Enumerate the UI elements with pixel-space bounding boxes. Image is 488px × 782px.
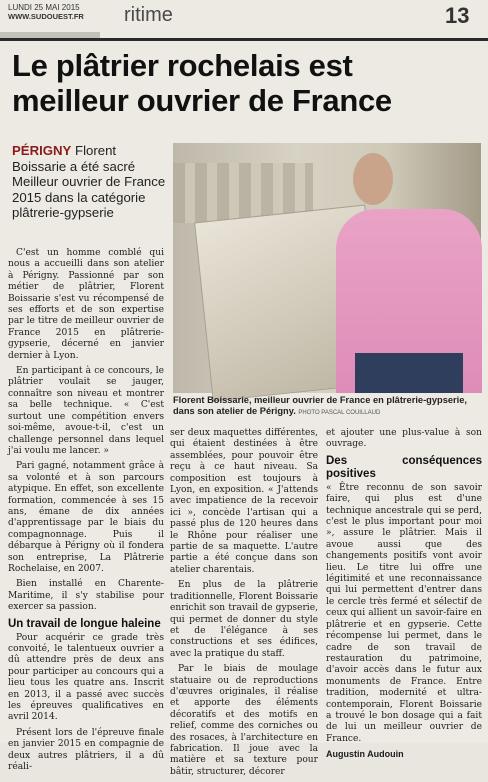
- issue-date: LUNDI 25 MAI 2015: [8, 3, 80, 12]
- photo-person-pants: [355, 353, 463, 393]
- body-paragraph: Pari gagné, notamment grâce à sa volonté et à son parcours atypique. En effet, son excellente formation, commencée à ses 15 ans, émane de dix années d'apprentissage par le biais du compagnonnage. Puis il débarque à Périgny où il fondera son entreprise, La Plâtrerie Rochelaise, en 2007.: [8, 461, 164, 574]
- body-paragraph: Par le biais de moulage statuaire ou de reproductions d'œuvres originales, il réalise et apporte des éléments décoratifs et des motifs en relief, comme des corniches ou des rosaces, à l'architecture en fabrication. Il joue avec la matière et sa texture pour bâtir, structurer, décorer: [170, 664, 318, 777]
- column-3: [326, 428, 482, 761]
- headline-line-1: Le plâtrier rochelais est: [12, 48, 353, 83]
- article-photo: [173, 143, 481, 393]
- body-paragraph: C'est un homme comblé qui nous a accueilli dans son atelier à Périgny. Passionné par son métier de plâtrier, Florent Boissarie s'est vu récompensé de ses efforts et de son expertise par le titre de meilleur ouvrier de France 2015 en plâtrerie-gypserie, décerné en janvier dernier à Lyon.: [8, 248, 164, 361]
- body-paragraph: Bien installé en Charente-Maritime, il s'y stabilise pour exercer sa passion.: [8, 579, 164, 613]
- lead-text: Florent Boissarie a été sacré Meilleur ouvrier de France 2015 dans la catégorie plâtrerie-gypserie: [12, 143, 166, 220]
- body-paragraph: « Être reconnu de son savoir faire, qui plus est d'une technique ancestrale qui se perd, c'est le plus important pour moi », assure le plâtrier. Mais il avoue aussi que des changements positifs vont avoir lieu. Le titre lui offre une légitimité et une reconnaissance qui lui permettent d'entrer dans le cercle très fermé et sélectif de ceux qui allient un savoir-faire en plâtrerie et en gypserie. Cette récompense lui permet, dans le cadre de son travail de restauration du patrimoine, d'avoir accès dans le futur aux monuments de France. Entre tradition, modernité et ultra-contemporain, Florent Boissarie a trouvé le bon dosage qui a fait de lui un meilleur ouvrier de France.: [326, 482, 482, 744]
- body-paragraph: En participant à ce concours, le plâtrier voulait se jauger, connaître son niveau et montrer sa belle technique. « C'est surtout une compétition envers soi-même, avoue-t-il, c'est un challenge personnel dans lequel j'ai voulu me lancer. »: [8, 366, 164, 456]
- subheading-2: Des conséquences positives: [326, 454, 482, 480]
- section-name: ritime: [124, 4, 173, 26]
- photo-caption: [173, 395, 485, 419]
- body-paragraph: ser deux maquettes différentes, qui étaient destinées à être assemblées, pour pouvoir être reçu à ce haut niveau. Sa composition est toujours à Lyon, en exposition. « J'attends avec impatience de la recevoir ici », concède l'artisan qui a passé plus de 120 heures dans le Rhône pour réaliser une partie de sa maquette. L'autre partie a été conçue dans son atelier charentais.: [170, 428, 318, 575]
- body-paragraph: En plus de la plâtrerie traditionnelle, Florent Boissarie enrichit son travail de gypserie, qui permet de donner du style et de l'élégance à ses constructions et ses édifices, avec la pratique du staff.: [170, 580, 318, 659]
- column-1: [8, 248, 164, 777]
- headline: [12, 48, 482, 118]
- body-paragraph: Pour acquérir ce grade très convoité, le talentueux ouvrier a dû attendre près de deux ans pour participer au concours qui a lieu tous les quatre ans. Inscrit en 2013, il a passé avec succès les épreuves qualificatives en avril 2014.: [8, 632, 164, 723]
- photo-credit: PHOTO PASCAL COUILLAUD: [298, 410, 381, 416]
- header-rule: [0, 38, 488, 41]
- author-byline: Augustin Audouin: [326, 749, 404, 760]
- headline-line-2: meilleur ouvrier de France: [12, 83, 392, 118]
- column-2: [170, 428, 318, 782]
- photo-person-head: [353, 153, 393, 205]
- body-paragraph: et ajouter une plus-value à son ouvrage.: [326, 428, 482, 450]
- website: WWW.SUDOUEST.FR: [8, 12, 84, 21]
- subheading-1: Un travail de longue haleine: [8, 617, 161, 630]
- page-number: 13: [445, 3, 470, 28]
- body-paragraph: Présent lors de l'épreuve finale en janvier 2015 en compagnie de deux autres plâtriers, il a dû réali-: [8, 727, 164, 773]
- lead-kicker: PÉRIGNY: [12, 143, 72, 158]
- caption-text: Florent Boissarie, meilleur ouvrier de France en plâtrerie-gypserie, dans son atelier de Périgny.: [173, 395, 467, 416]
- lead-paragraph: [12, 143, 168, 221]
